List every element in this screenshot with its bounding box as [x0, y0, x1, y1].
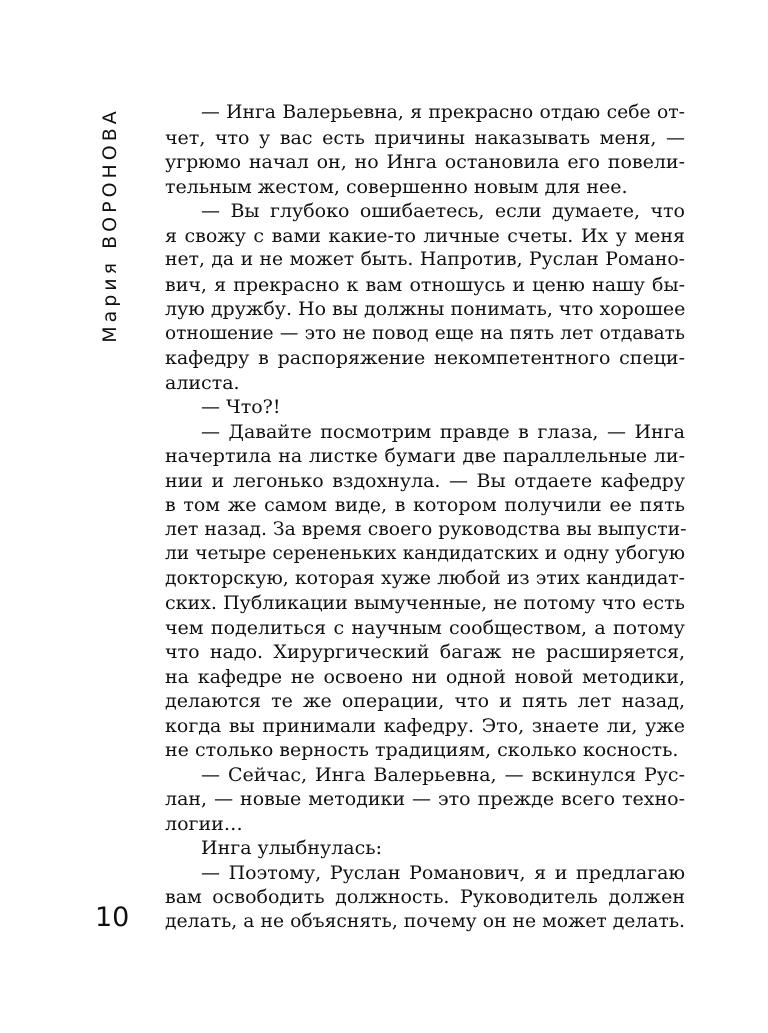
text-line: угрюмо начал он, но Инга остановила его повели-: [165, 151, 685, 173]
text-line: лую дружбу. Но вы должны понимать, что хорошее: [165, 298, 686, 320]
text-line: начертила на листке бумаги две параллельные ли-: [165, 445, 685, 467]
text-line: ли четыре серененьких кандидатских и одну убогую: [165, 543, 685, 564]
text-line: делать, а не объяснять, почему он не может делать.: [165, 910, 685, 932]
text-line: Инга улыбнулась:: [201, 837, 382, 859]
text-line: лет назад. За время своего руководства вы выпусти-: [165, 518, 687, 540]
text-line: — Сейчас, Инга Валерьевна, — вскинулся Рус-: [201, 763, 685, 786]
author-name: Мария ВОРОНОВА: [99, 107, 121, 343]
text-line: нии и легонько вздохнула. — Вы отдаете кафедру: [165, 469, 685, 492]
text-line: — Что?!: [201, 396, 281, 418]
text-line: чем поделиться с научным сообществом, а потому: [165, 616, 685, 639]
text-line: алиста.: [165, 371, 240, 394]
text-line: отношение — это не повод еще на пять лет отдавать: [165, 322, 685, 344]
text-line: вам освободить должность. Руководитель должен: [165, 886, 685, 908]
text-line: в том же самом виде, в котором получили ее пять: [165, 494, 685, 516]
text-line: вич, я прекрасно к вам отношусь и ценю нашу бы-: [165, 273, 685, 296]
page-number: 10: [95, 902, 130, 933]
text-line: — Поэтому, Руслан Романович, я и предлагаю: [201, 861, 685, 884]
text-line: тельным жестом, совершенно новым для нее.: [165, 175, 628, 198]
text-line: — Инга Валерьевна, я прекрасно отдаю себе от-: [201, 102, 685, 123]
text-line: ских. Публикации вымученные, не потому что есть: [165, 592, 685, 614]
text-line: делаются те же операции, что и пять лет назад,: [165, 690, 685, 712]
text-line: лан, — новые методики — это прежде всего техно-: [165, 788, 685, 810]
text-line: нет, да и не может быть. Напротив, Руслан Романо-: [165, 249, 685, 270]
text-line: — Вы глубоко ошибаетесь, если думаете, что: [201, 200, 685, 222]
text-line: что надо. Хирургический багаж не расширяется,: [165, 641, 685, 663]
text-line: когда вы принимали кафедру. Это, знаете ли, уже: [165, 714, 685, 737]
text-line: на кафедре не освоено ни одной новой методики,: [165, 665, 685, 688]
text-line: не столько верность традициям, сколько косность.: [165, 739, 679, 761]
text-line: докторскую, которая хуже любой из этих кандидат-: [165, 567, 685, 589]
text-line: — Давайте посмотрим правде в глаза, — Инга: [201, 420, 685, 443]
running-head: [94, 100, 126, 350]
text-line: логии…: [165, 812, 243, 835]
body-text: [165, 101, 685, 934]
text-line: кафедру в распоряжение некомпетентного специ-: [165, 347, 685, 369]
text-line: чет, что у вас есть причины наказывать меня, —: [165, 126, 685, 149]
text-line: я свожу с вами какие-то личные счеты. Их у меня: [165, 224, 685, 247]
